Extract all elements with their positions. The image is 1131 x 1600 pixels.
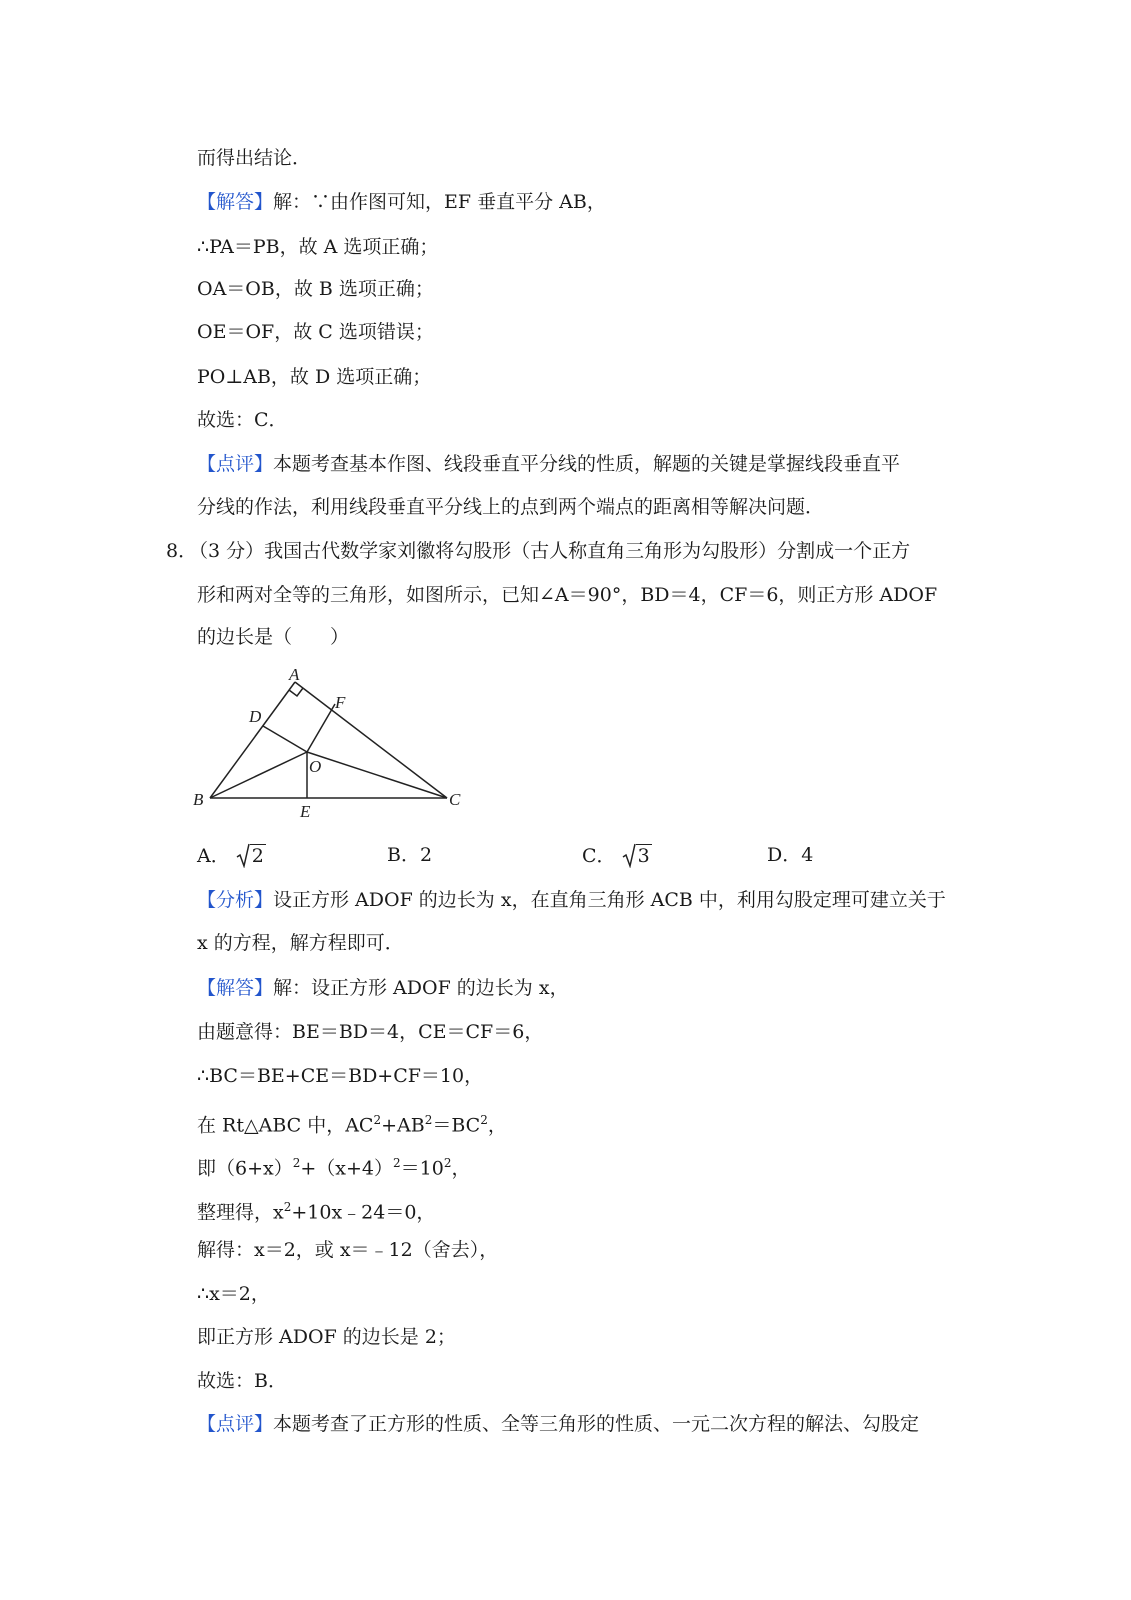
option-a[interactable] <box>197 842 266 869</box>
step4-part-c: ＝10 <box>400 1157 444 1180</box>
comment-tag: 【点评】 <box>197 1413 274 1435</box>
analysis-tag: 【分析】 <box>197 889 274 911</box>
answer-lead: 解：设正方形 ADOF 的边长为 x， <box>273 977 569 999</box>
label-A: A <box>289 665 300 684</box>
question-number: 8． <box>166 540 198 562</box>
option-c-label: C． <box>582 845 616 867</box>
step3-part-c: ＝BC <box>432 1114 481 1137</box>
segment-AB <box>210 682 295 798</box>
step4-part-b: +（x+4） <box>300 1157 394 1180</box>
step5-part-b: +10x﹣24＝0， <box>291 1201 436 1224</box>
option-d[interactable]: D．4 <box>767 844 814 866</box>
segment-OC <box>307 752 447 798</box>
answer-lead: 解：∵由作图可知，EF 垂直平分 AB， <box>273 191 606 213</box>
comment-line-1 <box>197 1411 919 1437</box>
solution-step-7: ∴x＝2， <box>197 1283 270 1305</box>
step5-part-a: 整理得，x <box>197 1201 284 1224</box>
step3-part-d: ， <box>487 1114 507 1137</box>
prev-step-1: ∴PA＝PB，故 A 选项正确； <box>197 236 439 258</box>
question-stem-2: 形和两对全等的三角形，如图所示，已知∠A＝90°，BD＝4，CF＝6，则正方形 ADOF <box>197 584 938 606</box>
segment-FO <box>307 704 335 752</box>
comment-text-1: 本题考查基本作图、线段垂直平分线的性质，解题的关键是掌握线段垂直平 <box>273 453 901 475</box>
superscript: 2 <box>292 1156 301 1170</box>
superscript: 2 <box>393 1156 401 1170</box>
superscript: 2 <box>373 1113 382 1127</box>
label-E: E <box>300 802 311 821</box>
superscript: 2 <box>480 1113 488 1127</box>
step4-part-d: ， <box>451 1157 471 1180</box>
option-b[interactable]: B．2 <box>387 844 433 866</box>
solution-step-3 <box>197 1107 507 1138</box>
prev-comment-line-2: 分线的作法，利用线段垂直平分线上的点到两个端点的距离相等解决问题． <box>197 496 825 518</box>
question-stem-3: 的边长是（ ） <box>197 626 350 648</box>
solution-step-4 <box>197 1150 471 1181</box>
answer-tag: 【解答】 <box>197 977 274 999</box>
segment-BO <box>210 752 307 798</box>
prev-answer-line <box>197 189 606 215</box>
right-angle-mark <box>289 688 303 696</box>
solution-step-1: 由题意得：BE＝BD＝4，CE＝CF＝6， <box>197 1021 544 1043</box>
option-c[interactable] <box>582 842 652 869</box>
solution-step-6: 解得：x＝2，或 x＝﹣12（舍去）， <box>197 1239 499 1261</box>
sqrt-icon <box>236 842 250 868</box>
step3-part-a: 在 Rt△ABC 中，AC <box>197 1114 374 1137</box>
solution-step-9: 故选：B． <box>197 1370 287 1392</box>
prev-comment-line-1 <box>197 451 900 477</box>
solution-step-2: ∴BC＝BE+CE＝BD+CF＝10， <box>197 1065 484 1087</box>
segment-AC <box>295 682 447 798</box>
superscript: 2 <box>443 1156 452 1170</box>
label-D: D <box>249 707 262 726</box>
analysis-text-1: 设正方形 ADOF 的边长为 x，在直角三角形 ACB 中，利用勾股定理可建立关于 <box>273 889 946 911</box>
label-C: C <box>449 790 461 809</box>
segment-DO <box>263 726 307 752</box>
option-a-label: A． <box>197 845 230 867</box>
prev-conclusion: 而得出结论． <box>197 147 312 169</box>
label-F: F <box>335 693 346 712</box>
step3-part-b: +AB <box>381 1114 425 1137</box>
question-stem-1: （3 分）我国古代数学家刘徽将勾股形（古人称直角三角形为勾股形）分割成一个正方 <box>189 540 911 562</box>
option-c-radicand: 3 <box>637 845 650 867</box>
answer-tag: 【解答】 <box>197 191 274 213</box>
superscript: 2 <box>424 1113 433 1127</box>
answer-line <box>197 975 569 1001</box>
step4-part-a: 即（6+x） <box>197 1157 293 1180</box>
comment-text-1: 本题考查了正方形的性质、全等三角形的性质、一元二次方程的解法、勾股定 <box>273 1413 920 1435</box>
solution-step-8: 即正方形 ADOF 的边长是 2； <box>197 1326 456 1348</box>
label-B: B <box>193 790 204 809</box>
option-a-radicand: 2 <box>251 845 264 867</box>
comment-tag: 【点评】 <box>197 453 274 475</box>
superscript: 2 <box>283 1200 292 1214</box>
prev-step-3: OE＝OF，故 C 选项错误； <box>197 321 434 343</box>
prev-step-5: 故选：C． <box>197 409 288 431</box>
geometry-figure <box>185 660 475 825</box>
prev-step-4: PO⊥AB，故 D 选项正确； <box>197 366 432 388</box>
analysis-line-1 <box>197 887 946 913</box>
solution-step-5 <box>197 1194 435 1225</box>
sqrt-icon <box>622 842 636 868</box>
analysis-line-2: x 的方程，解方程即可． <box>197 932 404 954</box>
label-O: O <box>309 757 322 776</box>
prev-step-2: OA＝OB，故 B 选项正确； <box>197 278 434 300</box>
